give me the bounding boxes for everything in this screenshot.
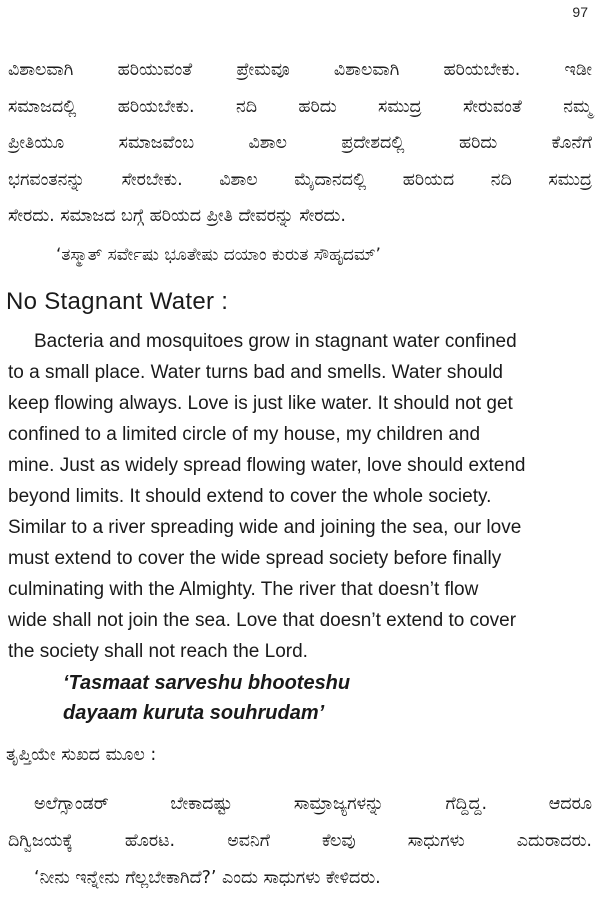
english-paragraph-line: must extend to cover the wide spread society before finally [8,548,502,569]
english-paragraph-line: culminating with the Almighty. The river that doesn’t flow [8,579,479,600]
english-paragraph-line: mine. Just as widely spread flowing water, love should extend [8,455,526,476]
kannada-paragraph-2 [8,786,592,897]
kannada-section-heading: ತೃಪ್ತಿಯೇ ಸುಖದ ಮೂಲ : [6,745,157,765]
kannada-paragraph-line: ಸೇರದು. ಸಮಾಜದ ಬಗ್ಗೆ ಹರಿಯದ ಪ್ರೀತಿ ದೇವರನ್ನು ಸೇರದು. [8,206,346,226]
english-paragraph-line: Similar to a river spreading wide and joining the sea, our love [8,517,522,538]
kannada-paragraph-2-line: ಅಲೆಗ್ಸಾಂಡರ್ ಬೇಕಾದಷ್ಟು ಸಾಮ್ರಾಜ್ಯಗಳನ್ನು ಗೆದ್ದಿದ್ದ. ಆದರೂ [34,794,592,814]
kannada-paragraph-line: ಭಗವಂತನನ್ನು ಸೇರಬೇಕು. ವಿಶಾಲ ಮೈದಾನದಲ್ಲಿ ಹರಿಯದ ನದಿ ಸಮುದ್ರ [8,169,592,190]
english-paragraph [8,326,592,667]
english-quote-line-1: ‘Tasmaat sarveshu bhooteshu [63,672,351,694]
english-paragraph-line: keep flowing always. Love is just like water. It should not get [8,393,513,414]
english-paragraph-line: the society shall not reach the Lord. [8,641,308,662]
english-paragraph-line: to a small place. Water turns bad and smells. Water should [8,362,503,383]
kannada-sanskrit-quote: ‘ತಸ್ಮಾತ್ ಸರ್ವೇಷು ಭೂತೇಷು ದಯಾಂ ಕುರುತ ಸೌಹೃದಮ್’ [56,245,381,265]
english-paragraph-line: wide shall not join the sea. Love that doesn’t extend to cover [8,610,517,631]
kannada-paragraph-2-line: ‘ನೀನು ಇನ್ನೇನು ಗೆಲ್ಲಬೇಕಾಗಿದೆ?’ ಎಂದು ಸಾಧುಗಳು ಕೇಳಿದರು. [34,868,381,888]
section-heading: No Stagnant Water : [6,288,229,315]
kannada-paragraph [8,52,592,235]
english-quote-line-2: dayaam kuruta souhrudam’ [63,702,325,724]
kannada-paragraph-line: ಪ್ರೀತಿಯೂ ಸಮಾಜವೆಂಬ ವಿಶಾಲ ಪ್ರದೇಶದಲ್ಲಿ ಹರಿದು ಕೊನೆಗೆ [8,133,592,153]
english-paragraph-line: Bacteria and mosquitoes grow in stagnant water confined [34,331,517,352]
kannada-paragraph-line: ವಿಶಾಲವಾಗಿ ಹರಿಯುವಂತೆ ಪ್ರೇಮವೂ ವಿಶಾಲವಾಗಿ ಹರಿಯಬೇಕು. ಇಡೀ [8,60,592,80]
english-paragraph-line: confined to a limited circle of my house, my children and [8,424,481,445]
page-number: 97 [572,4,588,20]
kannada-paragraph-2-line: ದಿಗ್ವಿಜಯಕ್ಕೆ ಹೊರಟ. ಅವನಿಗೆ ಕೆಲವು ಸಾಧುಗಳು ಎದುರಾದರು. [8,831,592,851]
english-paragraph-line: beyond limits. It should extend to cover the whole society. [8,486,492,507]
english-sanskrit-quote [63,668,350,728]
kannada-paragraph-line: ಸಮಾಜದಲ್ಲಿ ಹರಿಯಬೇಕು. ನದಿ ಹರಿದು ಸಮುದ್ರ ಸೇರುವಂತೆ ನಮ್ಮ [8,96,592,117]
